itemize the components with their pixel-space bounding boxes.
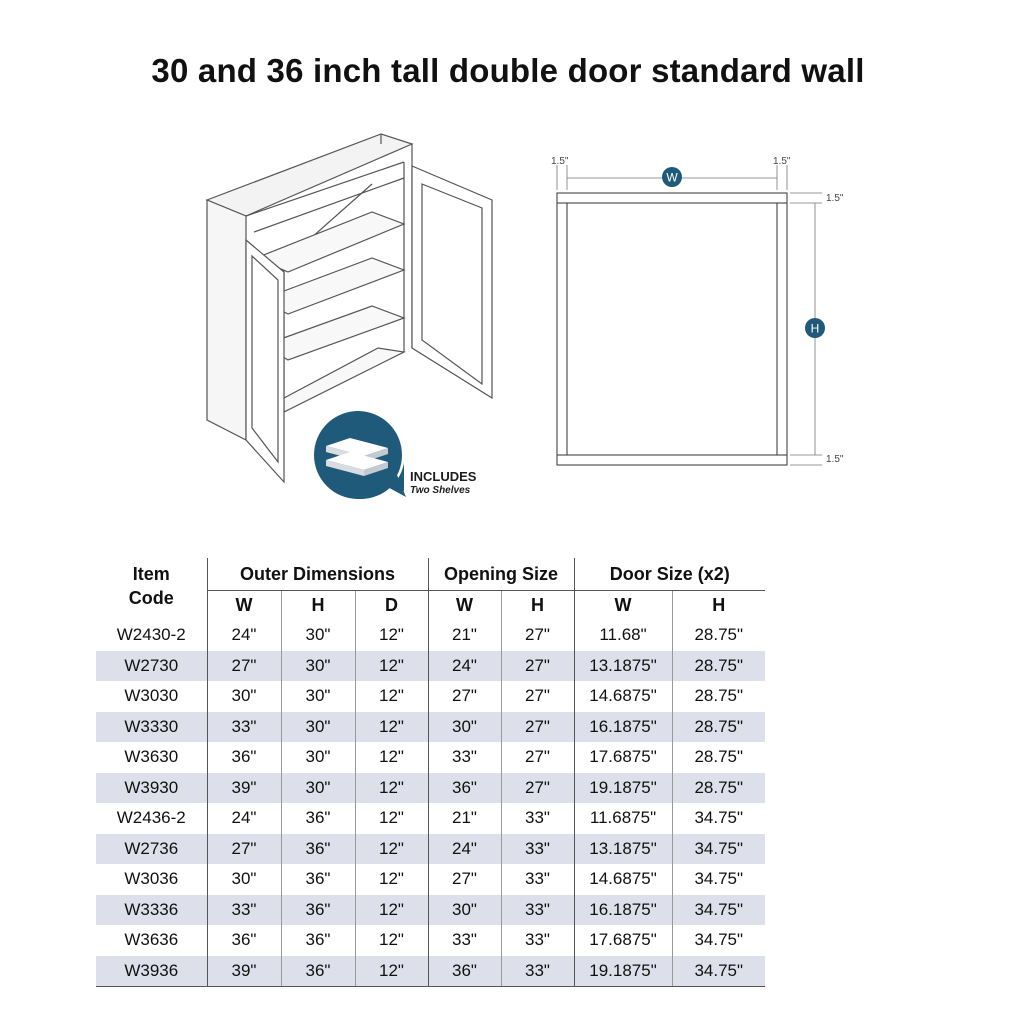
- opening-h-cell: 27": [501, 742, 574, 773]
- outer-d-cell: 12": [355, 956, 428, 987]
- opening-w-cell: 33": [428, 925, 501, 956]
- opening-w-cell: 30": [428, 712, 501, 743]
- opening-h-cell: 33": [501, 864, 574, 895]
- opening-h-cell: 33": [501, 834, 574, 865]
- opening-h-cell: 27": [501, 651, 574, 682]
- item-code-header: Item Code: [128, 564, 174, 608]
- item-code-cell: W2436-2: [116, 808, 186, 828]
- table-row: [96, 681, 765, 712]
- outer-d-cell: 12": [355, 925, 428, 956]
- table-row: [96, 925, 765, 956]
- outer-w-cell: 36": [207, 742, 281, 773]
- outer-w-cell: 39": [207, 956, 281, 987]
- includes-shelves-badge: [314, 411, 406, 499]
- dim-top-side-label: 1.5": [826, 193, 844, 204]
- opening-w-cell: 24": [428, 651, 501, 682]
- door-w-cell: 19.1875": [574, 956, 672, 987]
- door-w-cell: 13.1875": [574, 834, 672, 865]
- opening-w-cell: 36": [428, 773, 501, 804]
- table-row: [96, 956, 765, 987]
- outer-h-cell: 30": [281, 712, 355, 743]
- outer-h-cell: 36": [281, 834, 355, 865]
- group-header-opening-size: Opening Size: [428, 558, 574, 591]
- door-w-cell: 13.1875": [574, 651, 672, 682]
- opening-h-cell: 27": [501, 620, 574, 651]
- item-code-cell: W3636: [124, 930, 179, 950]
- door-w-cell: 16.1875": [574, 712, 672, 743]
- outer-h-cell: 36": [281, 803, 355, 834]
- outer-w-cell: 30": [207, 864, 281, 895]
- door-h-cell: 28.75": [672, 620, 765, 651]
- door-h-cell: 28.75": [672, 773, 765, 804]
- door-w-cell: 17.6875": [574, 925, 672, 956]
- item-code-cell: W2430-2: [116, 625, 186, 645]
- height-badge: H: [810, 321, 820, 336]
- door-w-cell: 14.6875": [574, 681, 672, 712]
- item-code-cell: W3630: [124, 747, 179, 767]
- opening-h-cell: 33": [501, 956, 574, 987]
- outer-d-cell: 12": [355, 834, 428, 865]
- item-code-cell: W3930: [96, 773, 207, 804]
- door-h-cell: 34.75": [672, 864, 765, 895]
- item-code-cell: W3036: [124, 869, 179, 889]
- page-title: 30 and 36 inch tall double door standard wall: [151, 52, 865, 89]
- outer-h-cell: 30": [281, 681, 355, 712]
- item-code-cell: W3330: [96, 712, 207, 743]
- opening-w-cell: 30": [428, 895, 501, 926]
- outer-w-cell: 30": [207, 681, 281, 712]
- dim-left-label: 1.5": [551, 156, 569, 167]
- door-h-cell: 28.75": [672, 651, 765, 682]
- opening-w-cell: 27": [428, 681, 501, 712]
- outer-d-cell: 12": [355, 864, 428, 895]
- dim-bottom-side-label: 1.5": [826, 454, 844, 465]
- outer-h-cell: 36": [281, 895, 355, 926]
- item-code-cell: W2736: [96, 834, 207, 865]
- door-w-cell: 11.68": [574, 620, 672, 651]
- door-h-cell: 28.75": [672, 742, 765, 773]
- sub-header-outer-w: W: [207, 591, 281, 621]
- outer-w-cell: 36": [207, 925, 281, 956]
- outer-h-cell: 30": [281, 742, 355, 773]
- outer-d-cell: 12": [355, 712, 428, 743]
- door-h-cell: 34.75": [672, 803, 765, 834]
- outer-w-cell: 33": [207, 712, 281, 743]
- door-h-cell: 28.75": [672, 712, 765, 743]
- includes-title: INCLUDES: [410, 469, 477, 484]
- opening-w-cell: 33": [428, 742, 501, 773]
- item-code-cell: W3030: [124, 686, 179, 706]
- sub-header-outer-h: H: [281, 591, 355, 621]
- group-header-door-size: Door Size (x2): [574, 558, 765, 591]
- width-badge: W: [666, 170, 678, 185]
- group-header-outer-dimensions: Outer Dimensions: [207, 558, 428, 591]
- outer-h-cell: 36": [281, 925, 355, 956]
- outer-d-cell: 12": [355, 742, 428, 773]
- opening-h-cell: 27": [501, 773, 574, 804]
- outer-h-cell: 30": [281, 773, 355, 804]
- table-row: [96, 803, 765, 834]
- table-row: [96, 712, 765, 743]
- table-group-header-row: [96, 558, 765, 591]
- outer-w-cell: 24": [207, 620, 281, 651]
- opening-h-cell: 27": [501, 712, 574, 743]
- outer-d-cell: 12": [355, 681, 428, 712]
- outer-w-cell: 39": [207, 773, 281, 804]
- outer-w-cell: 24": [207, 803, 281, 834]
- outer-h-cell: 36": [281, 864, 355, 895]
- opening-h-cell: 33": [501, 895, 574, 926]
- outer-w-cell: 27": [207, 651, 281, 682]
- door-w-cell: 16.1875": [574, 895, 672, 926]
- opening-w-cell: 36": [428, 956, 501, 987]
- outer-d-cell: 12": [355, 651, 428, 682]
- table-row: [96, 895, 765, 926]
- item-code-cell: W2730: [96, 651, 207, 682]
- door-w-cell: 17.6875": [574, 742, 672, 773]
- table-row: [96, 773, 765, 804]
- outer-w-cell: 33": [207, 895, 281, 926]
- sub-header-opening-w: W: [428, 591, 501, 621]
- door-h-cell: 28.75": [672, 681, 765, 712]
- opening-w-cell: 27": [428, 864, 501, 895]
- opening-w-cell: 21": [428, 620, 501, 651]
- table-body: [96, 620, 765, 987]
- outer-d-cell: 12": [355, 620, 428, 651]
- door-w-cell: 19.1875": [574, 773, 672, 804]
- item-code-cell: W3936: [96, 956, 207, 987]
- dimensions-table: [96, 558, 765, 987]
- outer-d-cell: 12": [355, 803, 428, 834]
- item-code-cell: W3336: [96, 895, 207, 926]
- dim-right-label: 1.5": [773, 156, 791, 167]
- front-elevation-diagram: [557, 165, 822, 465]
- table-row: [96, 620, 765, 651]
- sub-header-door-w: W: [574, 591, 672, 621]
- opening-h-cell: 33": [501, 925, 574, 956]
- door-w-cell: 11.6875": [574, 803, 672, 834]
- door-h-cell: 34.75": [672, 956, 765, 987]
- table-row: [96, 834, 765, 865]
- outer-d-cell: 12": [355, 895, 428, 926]
- outer-h-cell: 36": [281, 956, 355, 987]
- opening-w-cell: 24": [428, 834, 501, 865]
- outer-d-cell: 12": [355, 773, 428, 804]
- opening-w-cell: 21": [428, 803, 501, 834]
- opening-h-cell: 33": [501, 803, 574, 834]
- door-h-cell: 34.75": [672, 895, 765, 926]
- table-row: [96, 651, 765, 682]
- door-h-cell: 34.75": [672, 834, 765, 865]
- door-h-cell: 34.75": [672, 925, 765, 956]
- table-row: [96, 864, 765, 895]
- includes-subtitle: Two Shelves: [410, 485, 471, 496]
- door-w-cell: 14.6875": [574, 864, 672, 895]
- sub-header-door-h: H: [672, 591, 765, 621]
- outer-w-cell: 27": [207, 834, 281, 865]
- table-row: [96, 742, 765, 773]
- opening-h-cell: 27": [501, 681, 574, 712]
- sub-header-outer-d: D: [355, 591, 428, 621]
- outer-h-cell: 30": [281, 651, 355, 682]
- sub-header-opening-h: H: [501, 591, 574, 621]
- outer-h-cell: 30": [281, 620, 355, 651]
